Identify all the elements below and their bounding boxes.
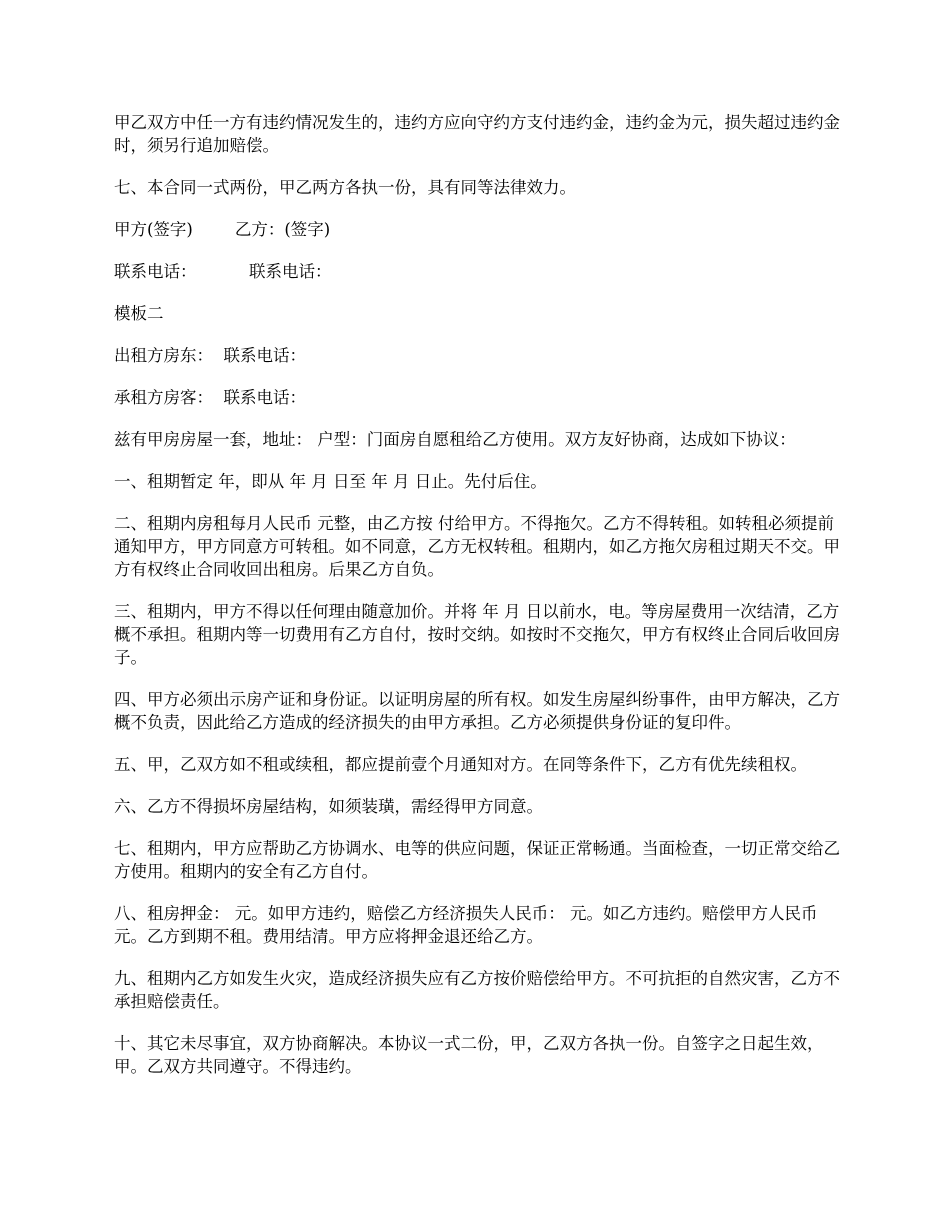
signature-line: 甲方(签字) 乙方：(签字) [114, 220, 331, 239]
paragraph-penalty: 甲乙双方中任一方有违约情况发生的，违约方应向守约方支付违约金，违约金为元，损失超过违约金时，须另行追加赔偿。 [114, 113, 840, 155]
clause-6: 六、乙方不得损坏房屋结构，如须装璜，需经得甲方同意。 [114, 797, 543, 816]
clause-5: 五、甲，乙双方如不租或续租，都应提前壹个月通知对方。在同等条件下，乙方有优先续租权。 [114, 755, 807, 774]
clause-3: 三、租期内，甲方不得以任何理由随意加价。并将 年 月 日以前水，电。等房屋费用一次结清，乙方概不承担。租期内等一切费用有乙方自付，按时交纳。如按时不交拖欠，甲方有权终止合同后收回房子。 [114, 602, 840, 667]
paragraph-intro: 兹有甲房房屋一套，地址： 户型：门面房自愿租给乙方使用。双方友好协商，达成如下协议： [114, 430, 796, 449]
phone-line: 联系电话： 联系电话： [114, 262, 332, 281]
clause-1: 一、租期暂定 年，即从 年 月 日至 年 月 日止。先付后住。 [114, 472, 547, 491]
lessee-line: 承租方房客： 联系电话： [114, 388, 306, 407]
clause-2: 二、租期内房租每月人民币 元整，由乙方按 付给甲方。不得拖欠。乙方不得转租。如转租必须提前通知甲方，甲方同意方可转租。如不同意，乙方无权转租。租期内，如乙方拖欠房租过期天不交。甲方有权终止合同收回出租房。后果乙方自负。 [114, 514, 840, 579]
clause-4: 四、甲方必须出示房产证和身份证。以证明房屋的所有权。如发生房屋纠纷事件，由甲方解决，乙方概不负责，因此给乙方造成的经济损失的由甲方承担。乙方必须提供身份证的复印件。 [114, 690, 840, 732]
lessor-line: 出租方房东： 联系电话： [114, 346, 306, 365]
clause-10: 十、其它未尽事宜，双方协商解决。本协议一式二份，甲，乙双方各执一份。自签字之日起生效，甲。乙双方共同遵守。不得违约。 [114, 1034, 824, 1076]
template-heading: 模板二 [114, 304, 164, 323]
clause-9: 九、租期内乙方如发生火灾，造成经济损失应有乙方按价赔偿给甲方。不可抗拒的自然灾害，乙方不承担赔偿责任。 [114, 969, 840, 1011]
clause-8: 八、租房押金： 元。如甲方违约，赔偿乙方经济损失人民币： 元。如乙方违约。赔偿甲方人民币 元。乙方到期不租。费用结清。甲方应将押金退还给乙方。 [114, 904, 818, 946]
clause-7: 七、租期内，甲方应帮助乙方协调水、电等的供应问题，保证正常畅通。当面检查，一切正常交给乙方使用。租期内的安全有乙方自付。 [114, 839, 840, 881]
document-page [114, 111, 844, 1097]
paragraph-copies: 七、本合同一式两份，甲乙两方各执一份，具有同等法律效力。 [114, 178, 576, 197]
